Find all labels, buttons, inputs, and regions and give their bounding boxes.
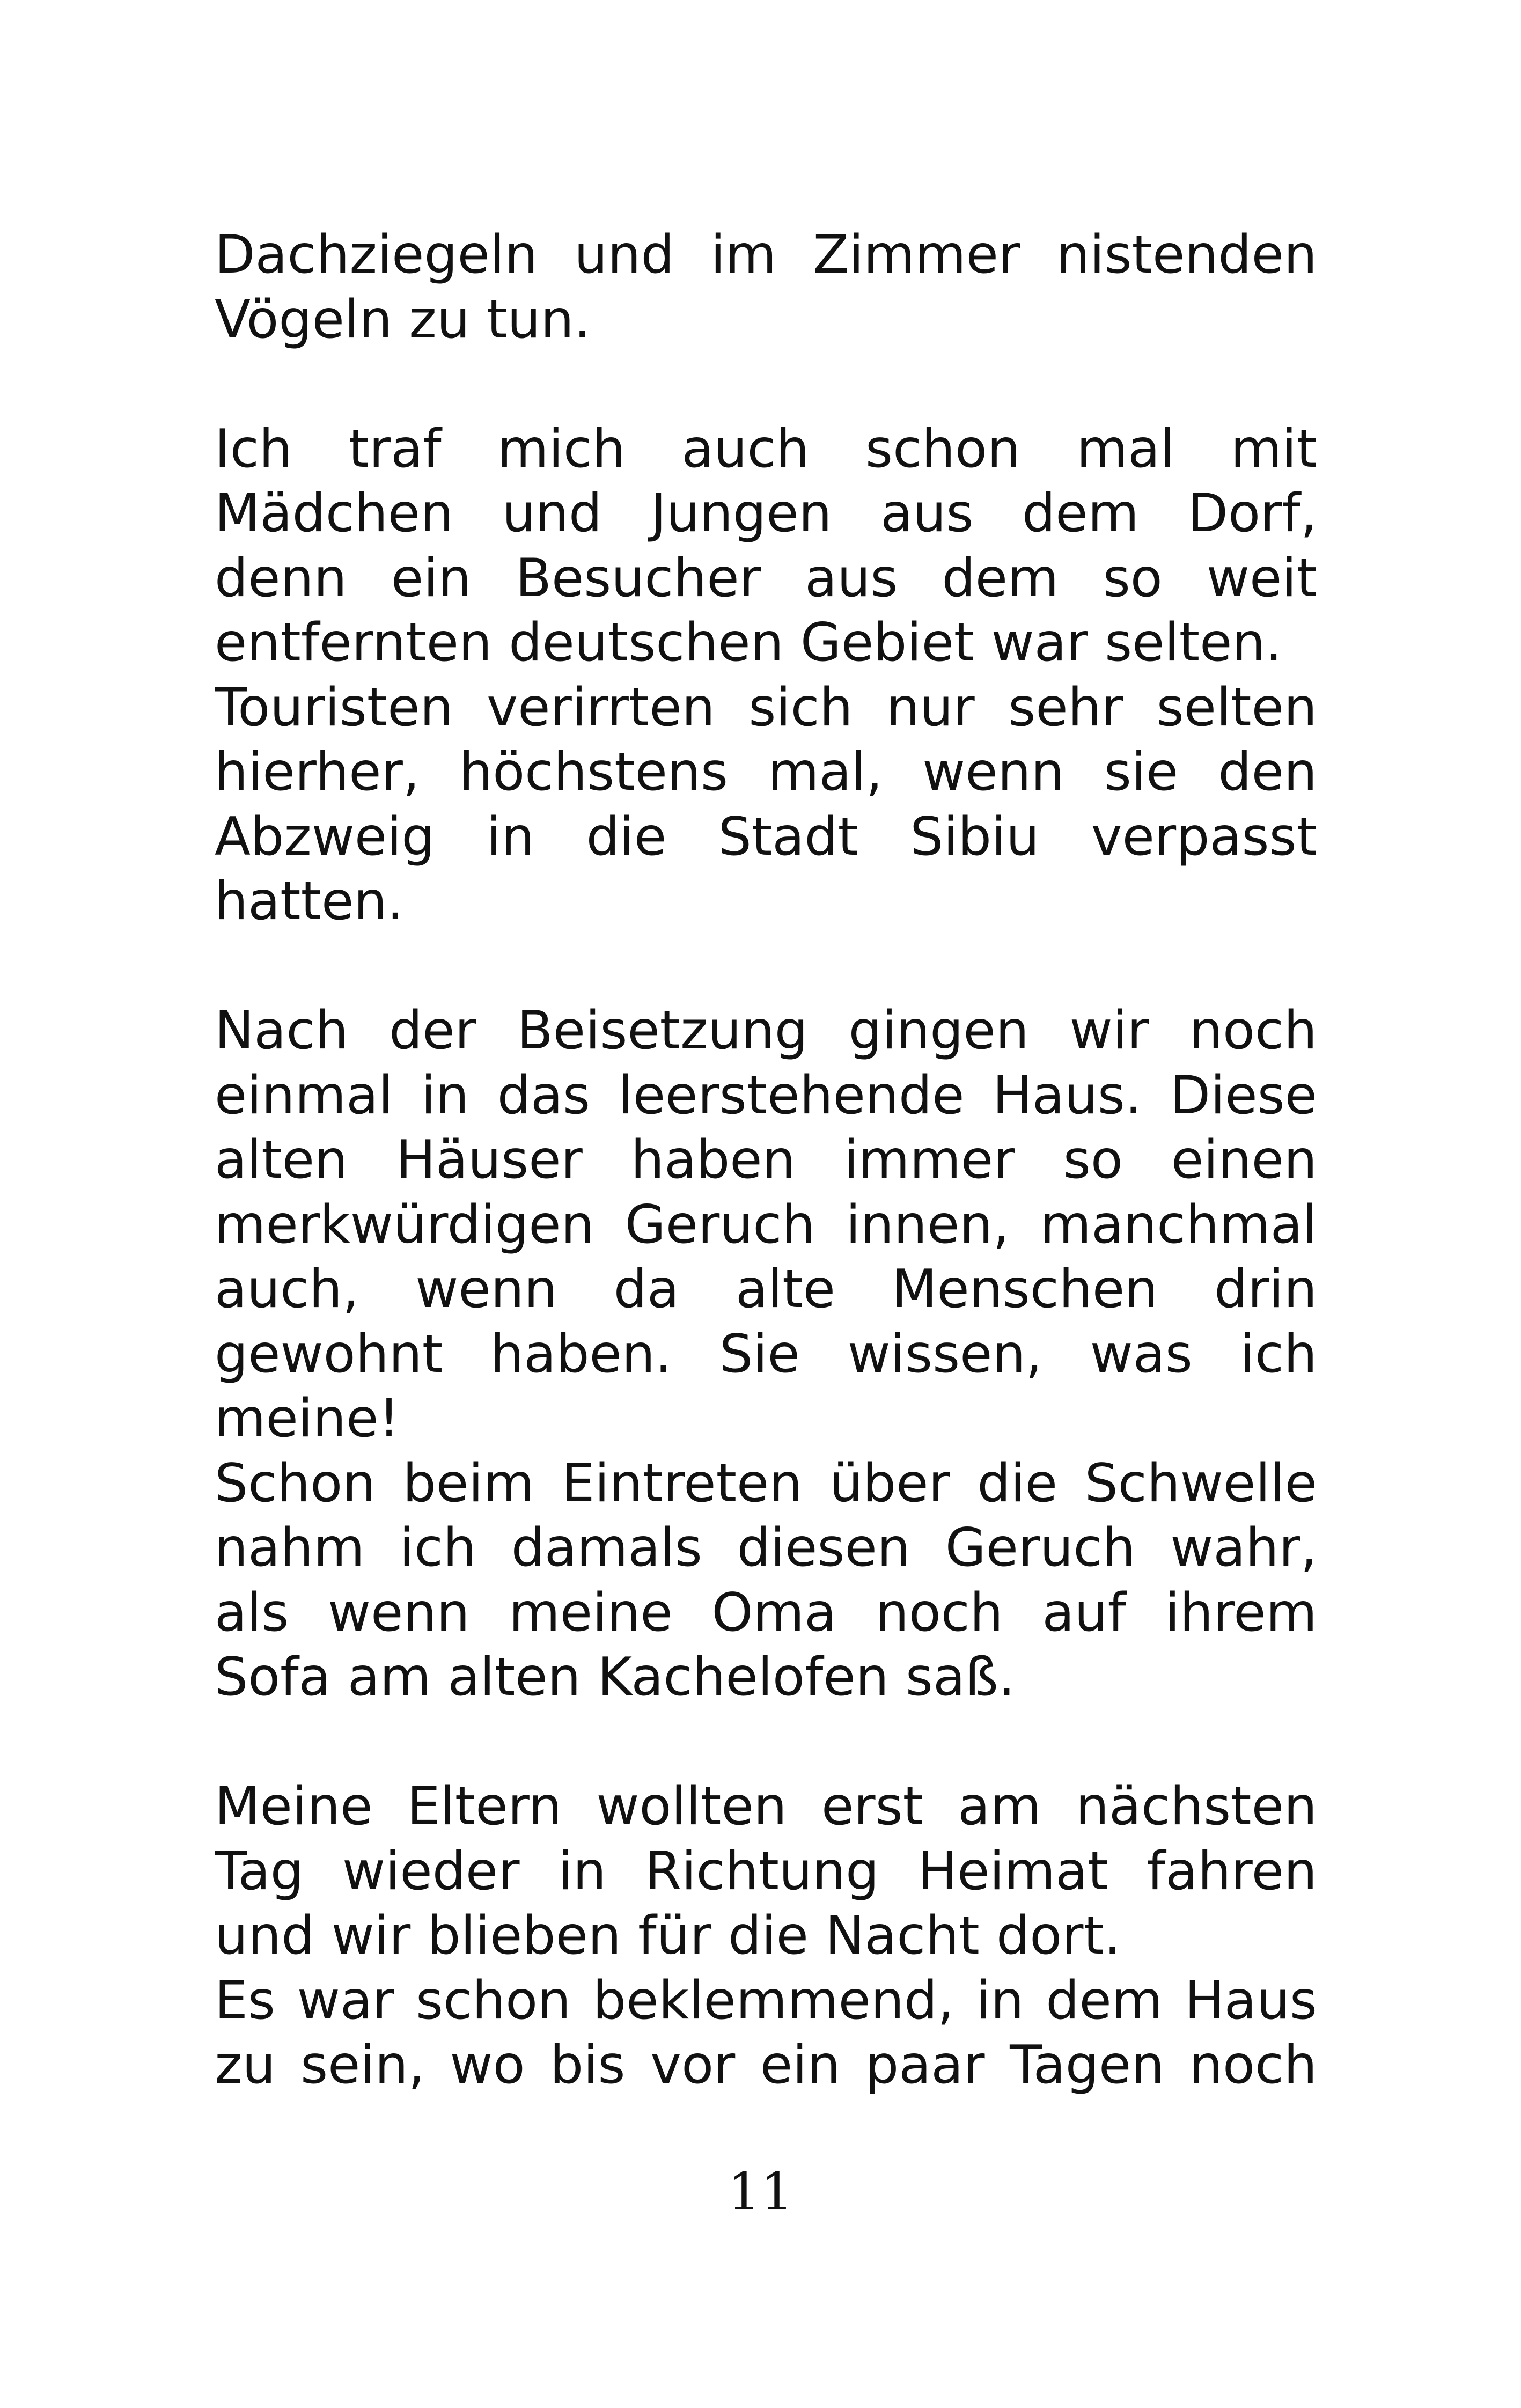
text-line: zu sein, wo bis vor ein paar Tagen noch [215, 2035, 1317, 2096]
text-line: Sofa am alten Kachelofen saß. [215, 1647, 1015, 1708]
text-line: als wenn meine Oma noch auf ihrem [215, 1582, 1317, 1643]
text-line: auch, wenn da alte Menschen drin [215, 1259, 1317, 1320]
text-line: denn ein Besucher aus dem so weit [215, 547, 1317, 609]
text-line: entfernten deutschen Gebiet war selten. [215, 612, 1282, 673]
text-line: Schon beim Eintreten über die Schwelle [215, 1452, 1317, 1514]
text-line: merkwürdigen Geruch innen, manchmal [215, 1194, 1317, 1256]
body-text [215, 223, 1317, 2098]
text-line: Es war schon beklemmend, in dem Haus [215, 1970, 1317, 2031]
text-line: hatten. [215, 871, 404, 932]
text-line: Nach der Beisetzung gingen wir noch [215, 1000, 1317, 1061]
text-line: Meine Eltern wollten erst am nächsten [215, 1776, 1317, 1837]
page-number: 11 [728, 2162, 793, 2222]
text-line: hierher, höchstens mal, wenn sie den [215, 742, 1317, 803]
paragraph-gap [215, 352, 1317, 417]
text-line: Touristen verirrten sich nur sehr selten [215, 677, 1317, 738]
text-line: alten Häuser haben immer so einen [215, 1129, 1317, 1191]
paragraph-gap [215, 1710, 1317, 1775]
text-line: und wir blieben für die Nacht dort. [215, 1905, 1121, 1966]
text-line: Abzweig in die Stadt Sibiu verpasst [215, 806, 1317, 868]
text-line: Tag wieder in Richtung Heimat fahren [215, 1840, 1317, 1902]
text-line: meine! [215, 1388, 400, 1449]
paragraph-gap [215, 934, 1317, 999]
text-line: Dachziegeln und im Zimmer nistenden [215, 224, 1317, 285]
text-line: gewohnt haben. Sie wissen, was ich [215, 1323, 1317, 1385]
text-line: Mädchen und Jungen aus dem Dorf, [215, 483, 1317, 544]
text-line: Vögeln zu tun. [215, 289, 591, 350]
text-line: einmal in das leerstehende Haus. Diese [215, 1064, 1317, 1126]
text-line: Ich traf mich auch schon mal mit [215, 418, 1317, 480]
text-line: nahm ich damals diesen Geruch wahr, [215, 1517, 1317, 1579]
